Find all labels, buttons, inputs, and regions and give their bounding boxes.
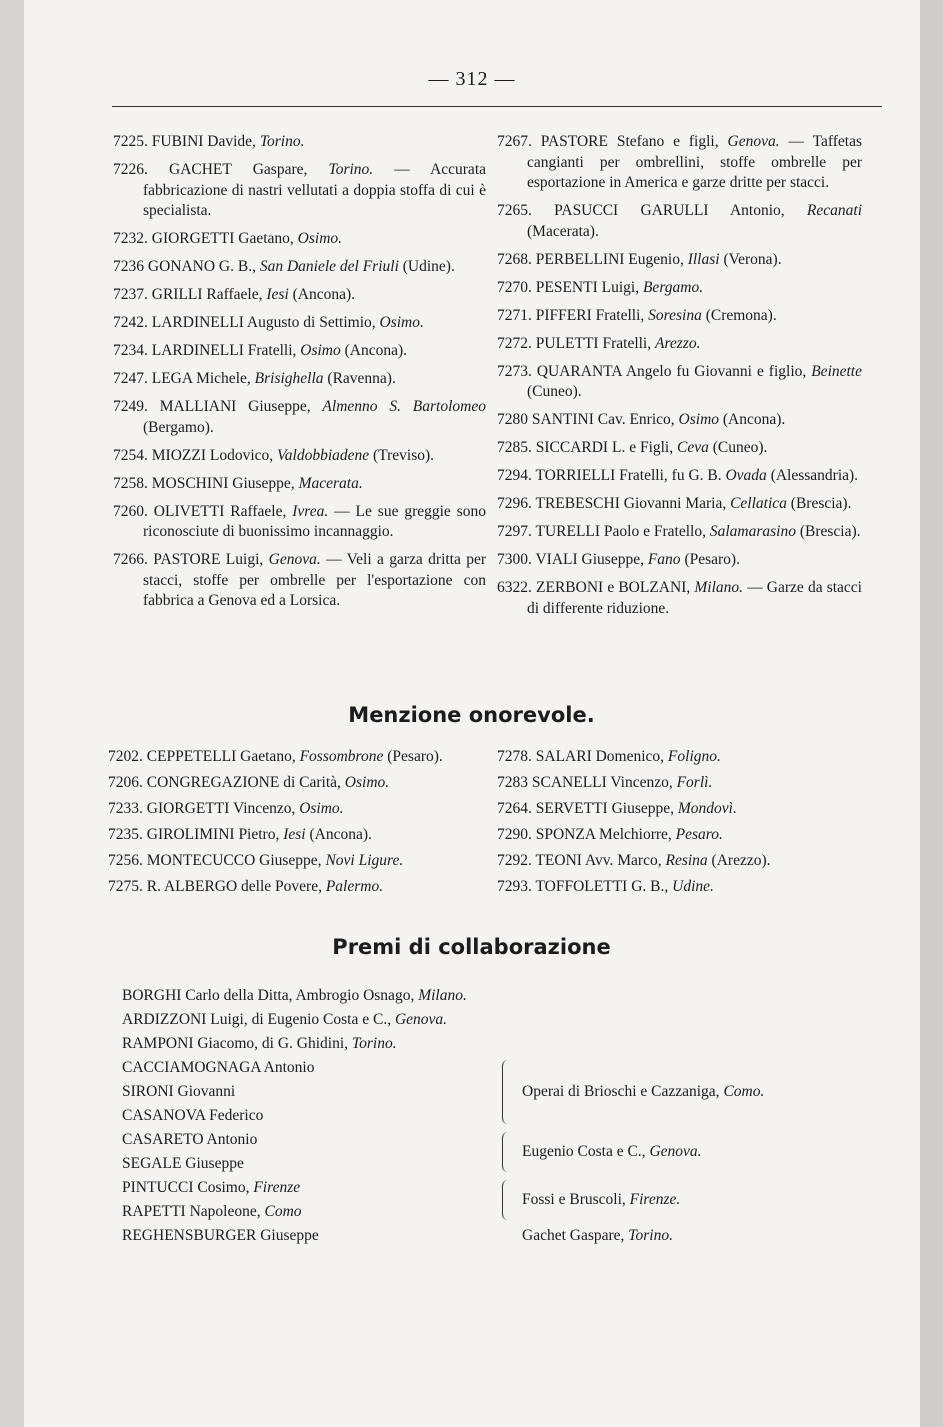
entry-number: 7249.: [113, 398, 160, 415]
entry-place: Brisighella: [254, 370, 324, 387]
collaborazione-line: [122, 1032, 882, 1056]
group-brace: [502, 1132, 511, 1172]
entry-name: GACHET Gaspare,: [169, 161, 329, 178]
entry-number: 7296.: [497, 495, 536, 512]
entry-name: OLIVETTI Raffaele,: [153, 502, 293, 520]
entry-number: 7234.: [113, 342, 152, 359]
entry-description: (Ancona).: [340, 342, 408, 359]
entry-description: (Macerata).: [527, 222, 599, 240]
exhibitor-entry: [113, 369, 486, 390]
entry-name: SICCARDI L. e Figli,: [535, 439, 677, 456]
left-column: [113, 132, 486, 619]
entry-name: TREBESCHI Giovanni Maria,: [535, 495, 731, 512]
exhibitor-entry: [113, 285, 486, 306]
group-label: [522, 1224, 673, 1248]
entry-number: 7233.: [108, 800, 147, 817]
entry-name: SPONZA Melchiorre,: [535, 826, 676, 843]
group-label-place: Genova.: [649, 1143, 702, 1160]
collaborazione-place: Milano.: [418, 987, 467, 1004]
menzione-right-column: [497, 744, 862, 900]
entry-name: MIOZZI Lodovico,: [151, 446, 278, 464]
entry-description: (Cremona).: [701, 306, 777, 324]
entry-name: MONTECUCCO Giuseppe,: [146, 852, 326, 869]
menzione-entry: [108, 744, 498, 770]
menzione-entry: [108, 796, 498, 822]
entry-name: CONGREGAZIONE di Carità,: [146, 774, 345, 791]
exhibitor-entry: [497, 201, 862, 242]
member-place: Firenze: [253, 1179, 301, 1196]
entry-number: 7226.: [113, 161, 170, 178]
header-rule: [112, 106, 882, 107]
entry-place: Torino.: [259, 133, 305, 150]
entry-number: 7285.: [497, 439, 536, 456]
entry-description: (Brescia).: [786, 495, 852, 512]
entry-number: 7232.: [113, 230, 152, 247]
entry-name: SERVETTI Giuseppe,: [535, 800, 678, 817]
menzione-entry: [497, 796, 862, 822]
exhibitor-entry: [497, 362, 862, 403]
entry-place: Ivrea.: [292, 502, 329, 520]
entry-name: PASTORE Stefano e figli,: [540, 133, 728, 150]
entry-number: 7268.: [497, 250, 536, 268]
exhibitor-entry: [113, 160, 486, 222]
group-label: [522, 1140, 702, 1164]
entry-place: Arezzo.: [655, 334, 701, 352]
collaborazione-name: BORGHI Carlo della Ditta, Ambrogio Osnago,: [122, 987, 419, 1004]
entry-number: 7300.: [497, 551, 536, 568]
collaborazione-member: CASARETO Antonio: [122, 1131, 258, 1148]
collaborazione-member: CASANOVA Federico: [122, 1107, 264, 1124]
entry-description: — Veli a garza dritta per stacci, stoffe per ombrelle per l'esportazione con fabbrica a Genova ed a Lorsica.: [143, 551, 487, 609]
entry-name: CEPPETELLI Gaetano,: [146, 748, 300, 765]
right-column: [497, 132, 862, 627]
exhibitor-entry: [497, 410, 862, 431]
entry-place: Iesi: [266, 286, 289, 303]
entry-number: 7271.: [497, 306, 536, 324]
collaborazione-group: [122, 1176, 882, 1224]
entry-name: FUBINI Davide,: [151, 133, 260, 150]
entry-place: Salamarasino: [709, 523, 796, 540]
entry-place: Osimo: [300, 342, 341, 359]
group-label: [522, 1080, 764, 1104]
exhibitor-entry: [497, 522, 862, 543]
entry-name: TORRIELLI Fratelli, fu G. B.: [535, 467, 726, 484]
group-label-text: Eugenio Costa e C.,: [522, 1143, 650, 1160]
entry-number: 7278.: [497, 748, 536, 765]
entry-description: (Treviso).: [369, 446, 435, 464]
menzione-entry: [497, 874, 862, 900]
group-label-text: Gachet Gaspare,: [522, 1227, 629, 1244]
group-label-text: Operai di Brioschi e Cazzaniga,: [522, 1083, 724, 1100]
entry-place: Torino.: [328, 161, 374, 178]
collaborazione-place: Genova.: [394, 1011, 448, 1028]
entry-name: TEONI Avv. Marco,: [535, 852, 666, 869]
exhibitor-entry: [497, 306, 862, 327]
group-brace: [502, 1060, 511, 1124]
entry-number: 7272.: [497, 334, 536, 352]
entry-number: 7237.: [113, 286, 152, 303]
entry-place: Novi Ligure.: [325, 852, 404, 869]
entry-description: (Cuneo).: [708, 439, 768, 456]
entry-number: 7265.: [497, 202, 555, 219]
entry-name: PESENTI Luigi,: [535, 278, 643, 296]
menzione-entry: [108, 874, 498, 900]
menzione-left-column: [108, 744, 498, 900]
member-name: RAPETTI Napoleone,: [122, 1203, 265, 1220]
exhibitor-entry: [113, 474, 486, 495]
entry-place: Genova.: [268, 551, 321, 568]
entry-name: QUARANTA Angelo fu Giovanni e figlio,: [536, 362, 812, 380]
entry-place: Bergamo.: [642, 278, 704, 296]
entry-name: GIROLIMINI Pietro,: [146, 826, 284, 843]
entry-number: 7206.: [108, 774, 147, 791]
entry-number: 7292.: [497, 852, 536, 869]
entry-place: Osimo.: [299, 800, 344, 817]
entry-place: Beinette: [811, 362, 862, 380]
entry-name: LARDINELLI Fratelli,: [151, 342, 301, 359]
entry-description: (Pesaro).: [383, 748, 443, 765]
exhibitor-entry: [497, 278, 862, 299]
entry-description: (Arezzo).: [707, 852, 771, 869]
entry-description: — Taffetas cangianti per ombrellini, stoffe ombrelle per esportazione in America e garze dritte per stacci.: [527, 133, 862, 191]
menzione-entry: [108, 822, 498, 848]
entry-number: 7275.: [108, 878, 147, 895]
page-number: — 312 —: [428, 68, 516, 90]
collaborazione-line: [122, 1008, 882, 1032]
exhibitor-entry: [113, 257, 486, 278]
entry-place: Soresina: [648, 306, 702, 324]
entry-number: 7297.: [497, 523, 536, 540]
entry-place: Cellatica: [730, 495, 787, 512]
entry-number: 7236: [113, 258, 148, 275]
group-label: [522, 1188, 680, 1212]
entry-number: 7267.: [497, 133, 541, 150]
exhibitor-entry: [113, 502, 486, 543]
entry-place: Illasi: [687, 250, 720, 268]
entry-name: VIALI Giuseppe,: [535, 551, 648, 568]
collaborazione-member: SIRONI Giovanni: [122, 1083, 236, 1100]
entry-name: GIORGETTI Gaetano,: [151, 230, 298, 247]
exhibitor-entry: [497, 578, 862, 619]
entry-place: Iesi: [283, 826, 306, 843]
entry-description: — Garze da stacci di differente riduzione.: [527, 579, 862, 617]
exhibitor-entry: [113, 397, 486, 438]
entry-place: San Daniele del Friuli: [259, 258, 399, 275]
entry-place: Udine.: [672, 878, 714, 895]
entry-place: Osimo.: [297, 230, 343, 247]
entry-name: SALARI Domenico,: [535, 748, 668, 765]
exhibitor-entry: [113, 132, 486, 153]
member-name: PINTUCCI Cosimo,: [122, 1179, 254, 1196]
entry-name: TURELLI Paolo e Fratello,: [535, 523, 710, 540]
exhibitor-entry: [497, 334, 862, 355]
entry-description: (Alessandria).: [766, 467, 859, 484]
entry-place: Ovada: [725, 467, 767, 484]
entry-name: MALLIANI Giuseppe,: [159, 398, 323, 415]
menzione-title: Menzione onorevole.: [348, 703, 595, 727]
collaborazione-group: [122, 1056, 882, 1128]
collaborazione-name: ARDIZZONI Luigi, di Eugenio Costa e C.,: [122, 1011, 395, 1028]
exhibitor-entry: [113, 313, 486, 334]
entry-name: R. ALBERGO delle Povere,: [146, 878, 326, 895]
member-place: Como: [264, 1203, 302, 1220]
entry-name: MOSCHINI Giuseppe,: [151, 474, 299, 492]
entry-name: PIFFERI Fratelli,: [535, 306, 649, 324]
entry-place: Ceva: [676, 439, 709, 456]
collaborazione-name: RAMPONI Giacomo, di G. Ghidini,: [122, 1035, 352, 1052]
entry-place: Forlì.: [676, 774, 713, 791]
group-label-text: Fossi e Bruscoli,: [522, 1191, 630, 1208]
entry-description: — Le sue greggie sono riconosciute di buonissimo incannaggio.: [143, 502, 486, 540]
entry-name: GIORGETTI Vincenzo,: [146, 800, 300, 817]
collaborazione-last: [122, 1224, 882, 1248]
entry-place: Fano: [647, 551, 681, 568]
entry-name: SCANELLI Vincenzo,: [531, 774, 677, 791]
entry-number: 7270.: [497, 278, 536, 296]
menzione-entry: [108, 770, 498, 796]
entry-description: (Ancona).: [305, 826, 372, 843]
entry-description: (Ravenna).: [323, 370, 396, 387]
entry-number: 7260.: [113, 502, 154, 520]
collaborazione-line: [122, 984, 882, 1008]
exhibitor-entry: [497, 438, 862, 459]
collaborazione-member: SEGALE Giuseppe: [122, 1155, 244, 1172]
entry-name: PASUCCI GARULLI Antonio,: [554, 202, 807, 219]
entry-place: Milano.: [694, 579, 744, 596]
entry-description: (Udine).: [398, 258, 455, 275]
entry-name: PULETTI Fratelli,: [535, 334, 655, 352]
menzione-entry: [108, 848, 498, 874]
entry-place: Fossombrone: [299, 748, 384, 765]
entry-place: Pesaro.: [675, 826, 723, 843]
collaborazione-title: Premi di collaborazione: [332, 935, 611, 959]
entry-name: LEGA Michele,: [151, 370, 255, 387]
entry-name: TOFFOLETTI G. B.,: [535, 878, 673, 895]
entry-place: Genova.: [727, 133, 780, 150]
entry-description: (Ancona).: [719, 411, 786, 428]
entry-name: GONANO G. B.,: [147, 258, 260, 275]
entry-name: GRILLI Raffaele,: [151, 286, 267, 303]
collaborazione-group: [122, 1128, 882, 1176]
entry-description: — Accurata fabbricazione di nastri vellutati a doppia stoffa di cui è specialista.: [143, 161, 487, 219]
entry-name: SANTINI Cav. Enrico,: [531, 411, 679, 428]
entry-number: 7254.: [113, 446, 152, 464]
group-label-place: Torino.: [628, 1227, 673, 1244]
collaborazione-member: CACCIAMOGNAGA Antonio: [122, 1059, 315, 1076]
entry-number: 7256.: [108, 852, 147, 869]
entry-number: 7273.: [497, 362, 537, 380]
entry-name: PERBELLINI Eugenio,: [535, 250, 688, 268]
collaborazione-list: [122, 984, 882, 1248]
entry-description: (Bergamo).: [143, 418, 214, 436]
entry-number: 7294.: [497, 467, 536, 484]
group-label-place: Firenze.: [629, 1191, 681, 1208]
entry-name: PASTORE Luigi,: [153, 551, 269, 568]
exhibitor-entry: [113, 550, 486, 612]
exhibitor-entry: [113, 229, 486, 250]
entry-number: 7202.: [108, 748, 147, 765]
entry-place: Macerata.: [298, 474, 363, 492]
entry-description: (Verona).: [719, 250, 782, 268]
entry-number: 7293.: [497, 878, 536, 895]
entry-place: Resina: [665, 852, 708, 869]
entry-number: 7290.: [497, 826, 536, 843]
entry-place: Foligno.: [667, 748, 721, 765]
exhibitor-entry: [497, 550, 862, 571]
entry-place: Almenno S. Bartolomeo: [322, 398, 486, 415]
entry-number: 6322.: [497, 579, 537, 596]
entry-number: 7225.: [113, 133, 152, 150]
entry-place: Valdobbiadene: [277, 446, 370, 464]
menzione-entry: [497, 822, 862, 848]
entry-place: Mondovì.: [677, 800, 737, 817]
entry-place: Recanati: [806, 202, 863, 219]
exhibitor-entry: [113, 446, 486, 467]
entry-description: (Brescia).: [795, 523, 861, 540]
entry-number: 7280: [497, 411, 532, 428]
collaborazione-name: REGHENSBURGER Giuseppe: [122, 1227, 319, 1244]
menzione-entry: [497, 744, 862, 770]
entry-place: Osimo.: [344, 774, 390, 791]
entry-place: Osimo: [678, 411, 720, 428]
entry-number: 7266.: [113, 551, 154, 568]
menzione-entry: [497, 848, 862, 874]
collaborazione-place: Torino.: [351, 1035, 397, 1052]
exhibitor-entry: [497, 250, 862, 271]
entry-number: 7283: [497, 774, 532, 791]
entry-place: Palermo.: [325, 878, 384, 895]
entry-description: (Pesaro).: [680, 551, 740, 568]
entry-number: 7247.: [113, 370, 152, 387]
entry-name: ZERBONI e BOLZANI,: [536, 579, 695, 596]
menzione-entry: [497, 770, 862, 796]
exhibitor-entry: [497, 466, 862, 487]
group-brace: [502, 1180, 511, 1220]
entry-number: 7242.: [113, 314, 152, 331]
exhibitor-entry: [497, 494, 862, 515]
entry-description: (Cuneo).: [527, 383, 582, 400]
entry-place: Osimo.: [379, 314, 424, 331]
entry-number: 7264.: [497, 800, 536, 817]
entry-number: 7258.: [113, 474, 152, 492]
entry-description: (Ancona).: [288, 286, 356, 303]
entry-number: 7235.: [108, 826, 147, 843]
exhibitor-entry: [497, 132, 862, 194]
exhibitor-entry: [113, 341, 486, 362]
entry-name: LARDINELLI Augusto di Settimio,: [151, 314, 380, 331]
group-label-place: Como.: [723, 1083, 765, 1100]
